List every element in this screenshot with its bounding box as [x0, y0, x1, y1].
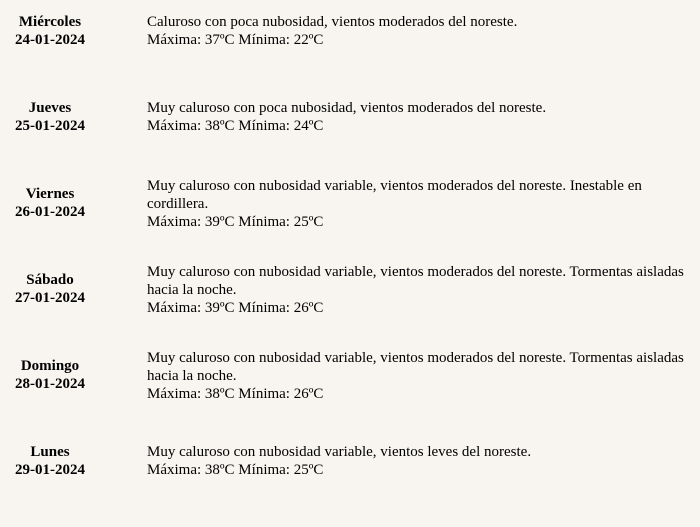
forecast-description: Muy caluroso con nubosidad variable, vientos leves del noreste.: [147, 444, 532, 460]
day-cell: [0, 13, 100, 49]
forecast-text: [147, 177, 692, 231]
day-cell: [0, 185, 100, 221]
forecast-temperatures: Máxima: 39ºC Mínima: 25ºC: [147, 214, 324, 230]
forecast-row: [0, 441, 700, 527]
forecast-row: [0, 347, 700, 433]
forecast-temperatures: Máxima: 39ºC Mínima: 26ºC: [147, 300, 324, 316]
forecast-description: Caluroso con poca nubosidad, vientos moderados del noreste.: [147, 14, 518, 30]
day-name: Viernes: [25, 186, 75, 202]
forecast-description: Muy caluroso con poca nubosidad, vientos moderados del noreste.: [147, 100, 547, 116]
forecast-description: Muy caluroso con nubosidad variable, vientos moderados del noreste. Tormentas aisladas hacia la noche.: [147, 264, 684, 298]
day-name: Domingo: [20, 358, 80, 374]
day-name: Miércoles: [18, 14, 82, 30]
day-date: 26-01-2024: [15, 204, 85, 220]
day-date: 27-01-2024: [15, 290, 85, 306]
forecast-temperatures: Máxima: 38ºC Mínima: 24ºC: [147, 118, 324, 134]
day-name: Sábado: [26, 272, 74, 288]
forecast-row: [0, 261, 700, 347]
day-cell: [0, 443, 100, 479]
day-cell: [0, 357, 100, 393]
day-cell: [0, 271, 100, 307]
forecast-text: [147, 443, 692, 479]
forecast-description: Muy caluroso con nubosidad variable, vientos moderados del noreste. Inestable en cordillera.: [147, 178, 642, 212]
day-date: 24-01-2024: [15, 32, 85, 48]
day-cell: [0, 99, 100, 135]
forecast-text: [147, 263, 692, 317]
forecast-description: Muy caluroso con nubosidad variable, vientos moderados del noreste. Tormentas aisladas hacia la noche.: [147, 350, 684, 384]
day-date: 29-01-2024: [15, 462, 85, 478]
forecast-text: [147, 349, 692, 403]
forecast-temperatures: Máxima: 38ºC Mínima: 26ºC: [147, 386, 324, 402]
forecast-row: [0, 11, 700, 97]
forecast-temperatures: Máxima: 38ºC Mínima: 25ºC: [147, 462, 324, 478]
day-date: 28-01-2024: [15, 376, 85, 392]
forecast-text: [147, 13, 692, 49]
forecast-row: [0, 175, 700, 261]
day-name: Lunes: [30, 444, 70, 460]
day-date: 25-01-2024: [15, 118, 85, 134]
forecast-text: [147, 99, 692, 135]
day-name: Jueves: [28, 100, 72, 116]
forecast-temperatures: Máxima: 37ºC Mínima: 22ºC: [147, 32, 324, 48]
forecast-row: [0, 97, 700, 183]
